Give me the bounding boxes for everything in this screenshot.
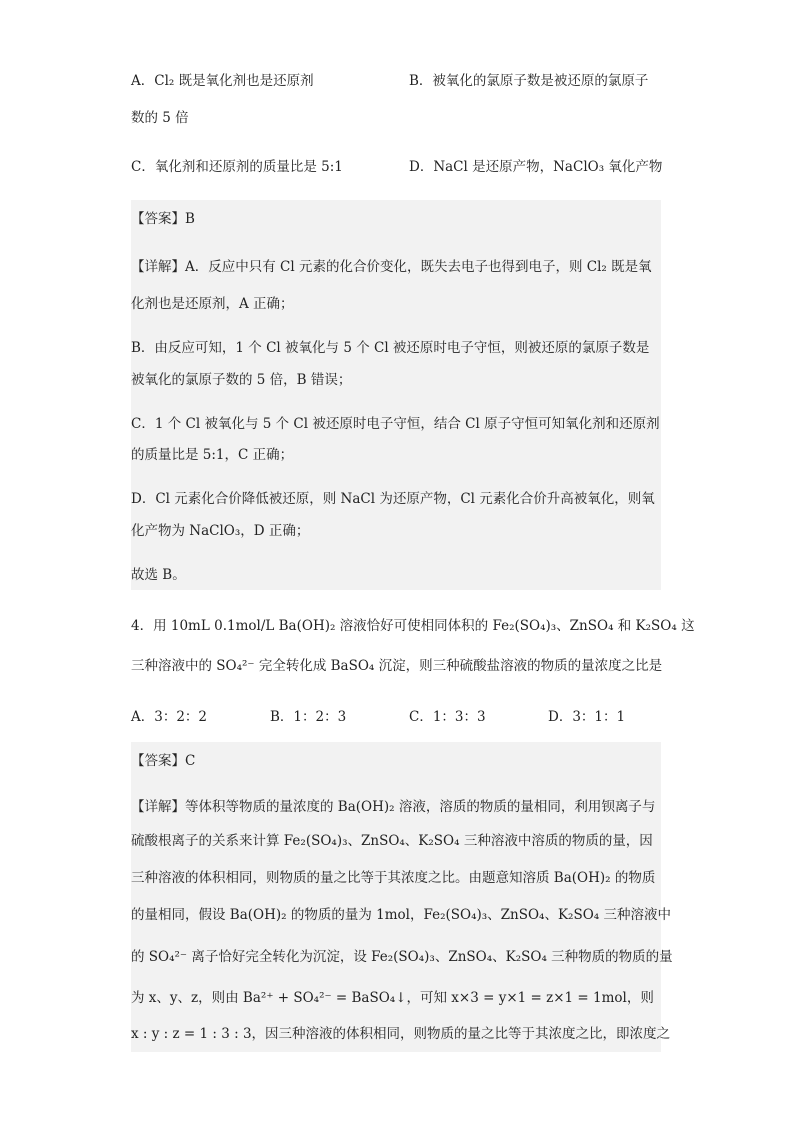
q4-stem-line1: 4．用 10mL 0.1mol/L Ba(OH)₂ 溶液恰好可使相同体积的 Fe₂(SO₄)₃、ZnSO₄ 和 K₂SO₄ 这 (131, 618, 695, 634)
q3-detail-c-line2: 的质量比是 5:1，C 正确； (131, 447, 294, 463)
q3-conclusion: 故选 B。 (131, 567, 186, 583)
q3-detail-a-line2: 化剂也是还原剂，A 正确； (131, 296, 294, 312)
q4-option-c: C．1：3：3 (409, 709, 486, 725)
q4-stem-line2: 三种溶液中的 SO₄²⁻ 完全转化成 BaSO₄ 沉淀，则三种硫酸盐溶液的物质的量浓度之比是 (131, 658, 663, 674)
q3-option-a: A．Cl₂ 既是氧化剂也是还原剂 (131, 73, 314, 89)
q4-option-a: A．3：2：2 (131, 709, 208, 725)
q4-detail-line7: x : y : z = 1 : 3 : 3，因三种溶液的体积相同，则物质的量之比等于其浓度之比，即浓度之 (131, 1026, 671, 1042)
q4-option-d: D．3：1：1 (548, 709, 626, 725)
q3-answer: 【答案】B (131, 211, 195, 227)
q3-option-b: B．被氧化的氯原子数是被还原的氯原子 (409, 73, 649, 89)
q3-detail-d-line2: 化产物为 NaClO₃，D 正确； (131, 523, 310, 539)
q4-detail-line5: 的 SO₄²⁻ 离子恰好完全转化为沉淀，设 Fe₂(SO₄)₃、ZnSO₄、K₂SO₄ 三种物质的物质的量 (131, 949, 673, 965)
q3-detail-d-line1: D．Cl 元素化合价降低被还原，则 NaCl 为还原产物，Cl 元素化合价升高被氧化，则氧 (131, 491, 655, 507)
q3-detail-b-line2: 被氧化的氯原子数的 5 倍，B 错误； (131, 372, 352, 388)
q3-option-d: D．NaCl 是还原产物，NaClO₃ 氧化产物 (409, 159, 663, 175)
q3-detail-c-line1: C．1 个 Cl 被氧化与 5 个 Cl 被还原时电子守恒，结合 Cl 原子守恒可知氧化剂和还原剂 (131, 416, 660, 432)
q4-option-b: B．1：2：3 (270, 709, 347, 725)
q4-answer: 【答案】C (131, 753, 196, 769)
q3-option-c: C．氧化剂和还原剂的质量比是 5:1 (131, 159, 343, 175)
q3-detail-b-line1: B．由反应可知，1 个 Cl 被氧化与 5 个 Cl 被还原时电子守恒，则被还原的氯原子数是 (131, 340, 650, 356)
q4-detail-line3: 三种溶液的体积相同，则物质的量之比等于其浓度之比。由题意知溶质 Ba(OH)₂ 的物质 (131, 870, 656, 886)
q4-detail-line6: 为 x、y、z，则由 Ba²⁺ + SO₄²⁻ = BaSO₄↓，可知 x×3 = y×1 = z×1 = 1mol，则 (131, 990, 654, 1006)
q3-detail-a-line1: 【详解】A．反应中只有 Cl 元素的化合价变化，既失去电子也得到电子，则 Cl₂ 既是氧 (131, 259, 652, 275)
q3-option-b-continued: 数的 5 倍 (131, 110, 189, 126)
q4-detail-line4: 的量相同，假设 Ba(OH)₂ 的物质的量为 1mol，Fe₂(SO₄)₃、ZnSO₄、K₂SO₄ 三种溶液中 (131, 907, 671, 923)
q4-detail-line2: 硫酸根离子的关系来计算 Fe₂(SO₄)₃、ZnSO₄、K₂SO₄ 三种溶液中溶质的物质的量，因 (131, 833, 653, 849)
q4-detail-line1: 【详解】等体积等物质的量浓度的 Ba(OH)₂ 溶液，溶质的物质的量相同，利用钡离子与 (131, 799, 656, 815)
